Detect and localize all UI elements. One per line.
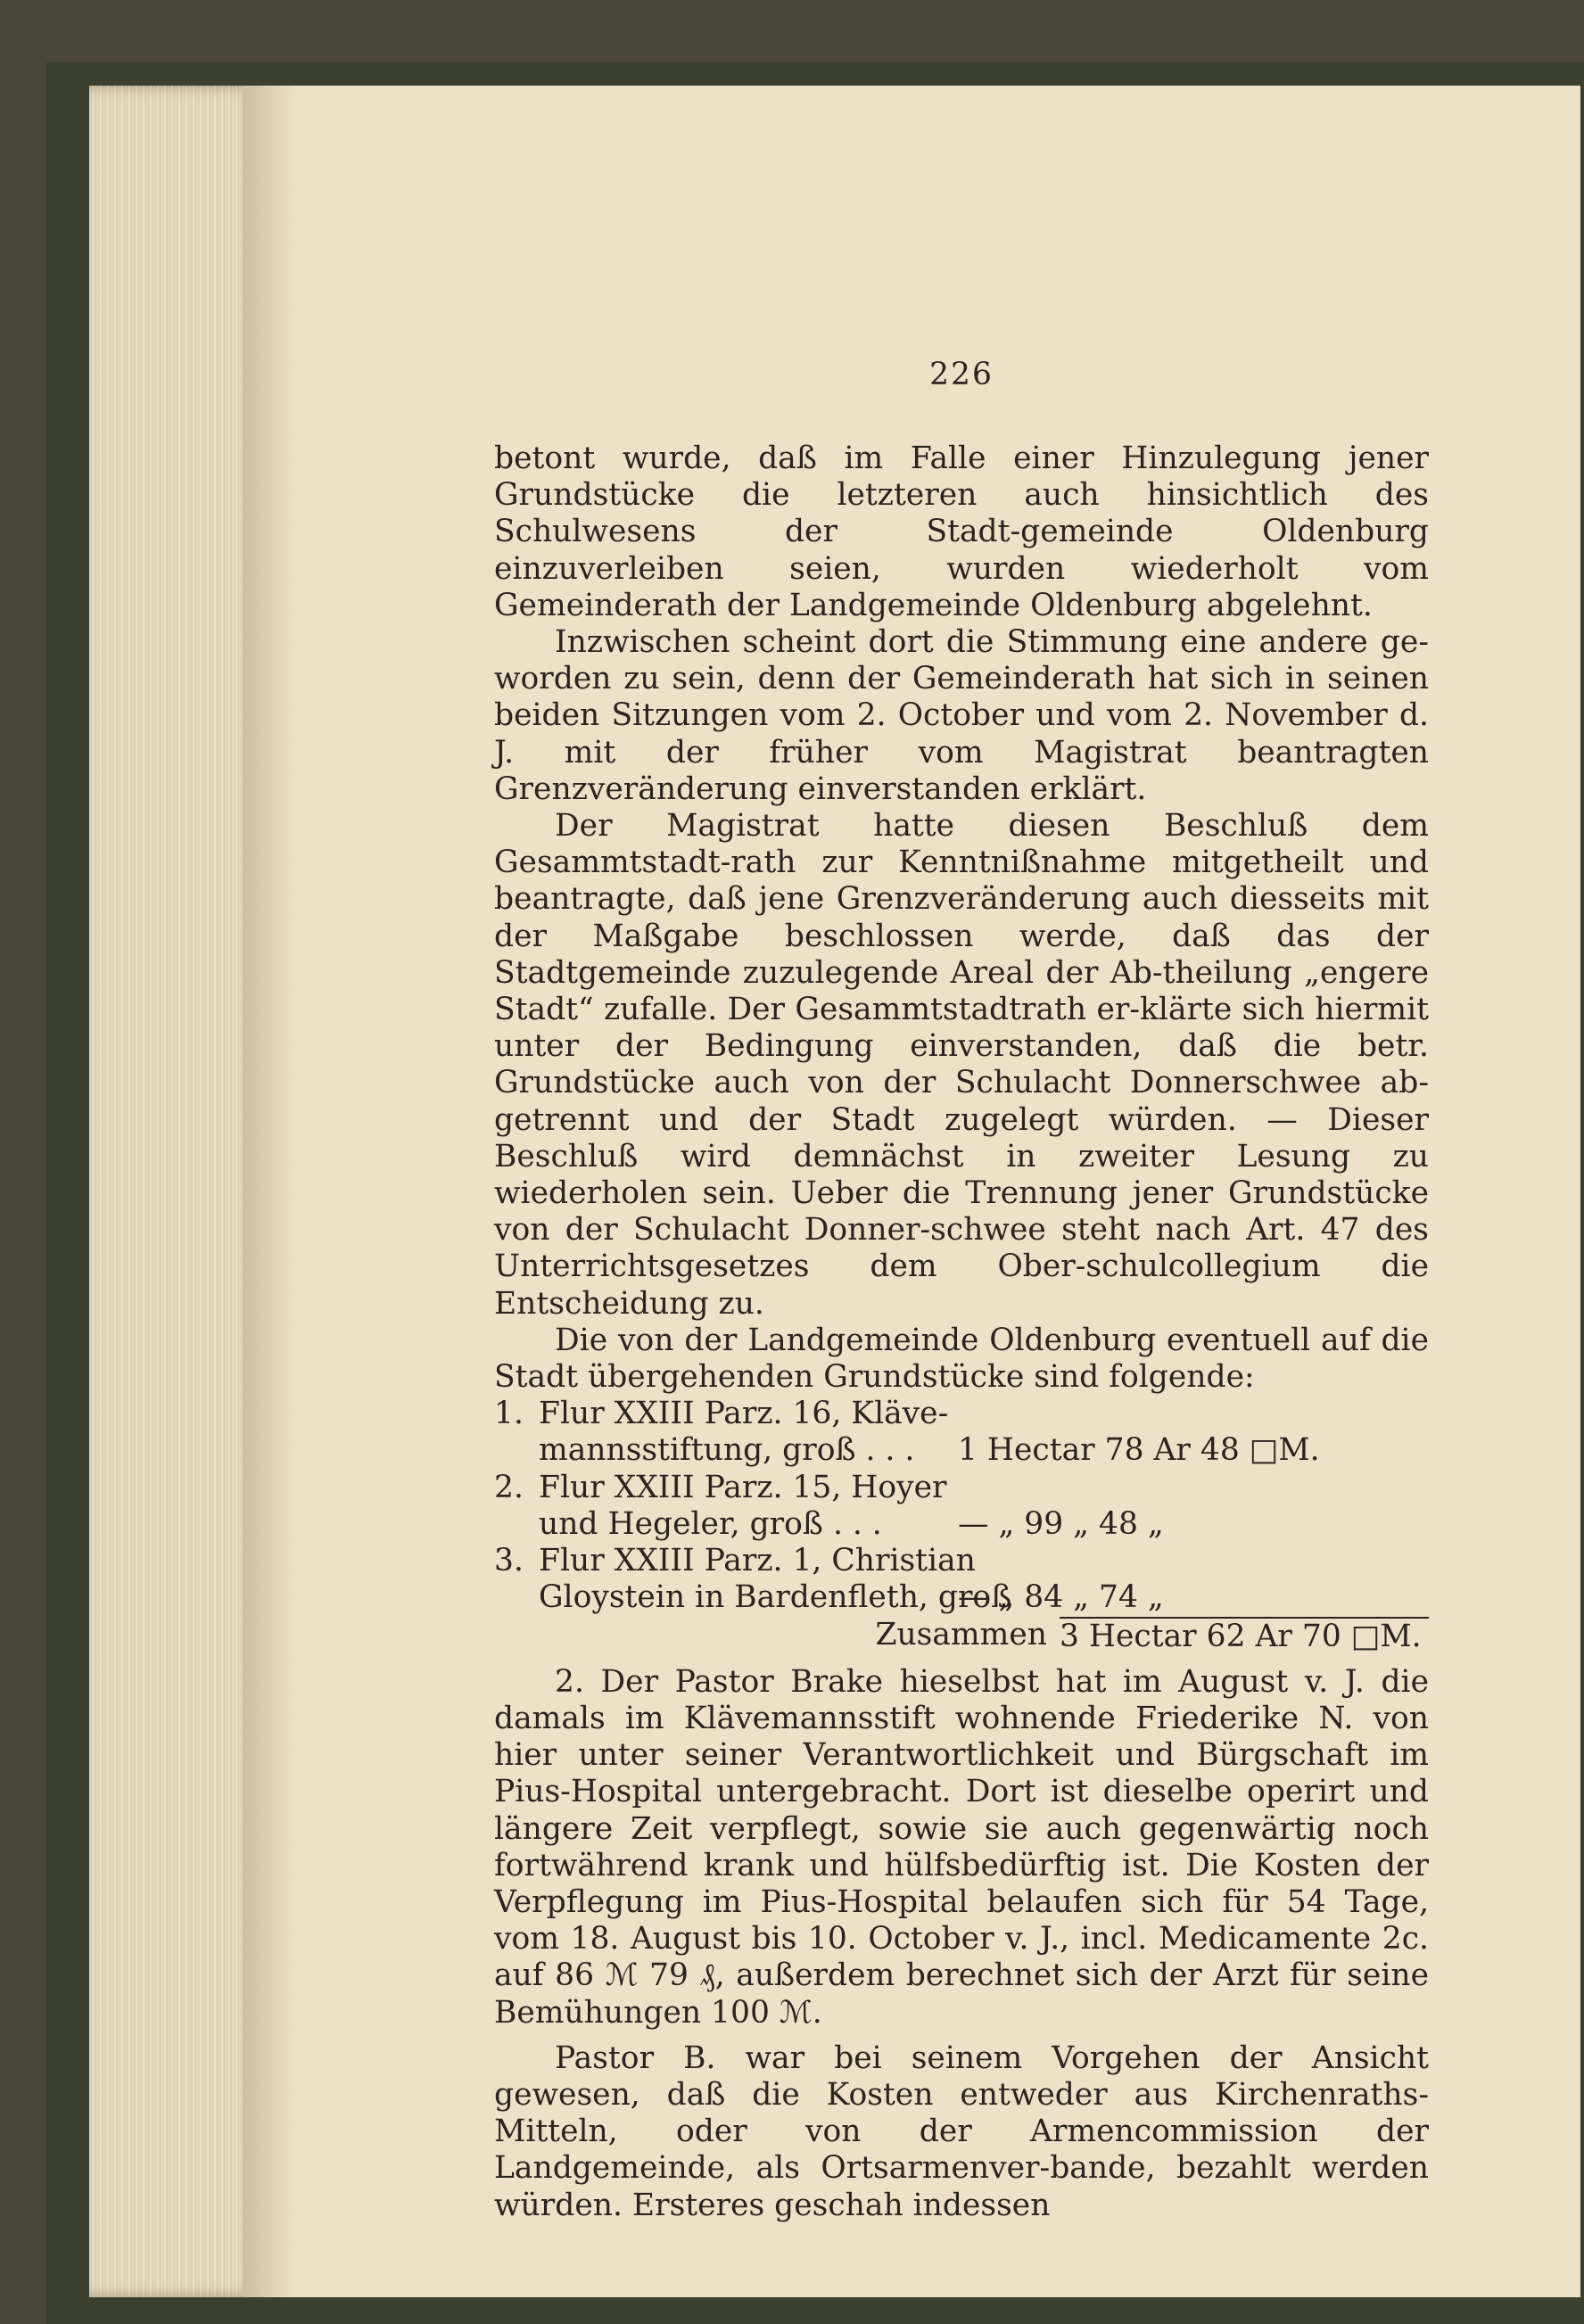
parcel-description: und Hegeler, groß . . .	[539, 1505, 882, 1542]
paragraph-4: Die von der Landgemeinde Oldenburg eventuell auf die Stadt übergehenden Grundstücke sind folgende:	[494, 1322, 1429, 1396]
parcel-number: 1.	[494, 1396, 524, 1432]
parcel-area: 1 Hectar 78 Ar 48 □M.	[958, 1432, 1320, 1469]
paragraph-5: 2. Der Pastor Brake hieselbst hat im August v. J. die damals im Klävemannsstift wohnende Friederike N. von hier unter seiner Verantwortlichkeit und Bürgschaft im Pius-Hospital untergebracht. Dort ist dieselbe operirt und längere Zeit verpflegt, sowie sie auch gegenwärtig noch fortwährend krank und hülfsbedürftig ist. Die Kosten der Verpflegung im Pius-Hospital belaufen sich für 54 Tage, vom 18. August bis 10. October v. J., incl. Medicamente 2c. auf 86 ℳ 79 ₰, außerdem berechnet sich der Arzt für seine Bemühungen 100 ℳ.	[494, 1663, 1429, 2031]
total-label: Zusammen	[875, 1616, 1047, 1652]
page-paper	[243, 86, 1580, 2297]
paragraph-6: Pastor B. war bei seinem Vorgehen der Ansicht gewesen, daß die Kosten entweder aus Kirchenraths-Mitteln, oder von der Armencommission der Landgemeinde, als Ortsarmenver-bande, bezahlt werden würden. Ersteres geschah indessen	[494, 2040, 1429, 2223]
paragraph-3: Der Magistrat hatte diesen Beschluß dem Gesammtstadt-rath zur Kenntnißnahme mitgetheilt und beantragte, daß jene Grenzveränderung auch diesseits mit der Maßgabe beschlossen werde, daß das der Stadtgemeinde zuzulegende Areal der Ab-theilung „engere Stadt“ zufalle. Der Gesammtstadtrath er-klärte sich hiermit unter der Bedingung einverstanden, daß die betr. Grundstücke auch von der Schulacht Donnerschwee ab-getrennt und der Stadt zugelegt würden. — Dieser Beschluß wird demnächst in zweiter Lesung zu wiederholen sein. Ueber die Trennung jener Grundstücke von der Schulacht Donner-schwee steht nach Art. 47 des Unterrichtsgesetzes dem Ober-schulcollegium die Entscheidung zu.	[494, 808, 1429, 1322]
parcel-description: Flur XXIII Parz. 1, Christian	[539, 1543, 976, 1579]
parcel-description: Flur XXIII Parz. 15, Hoyer	[539, 1469, 947, 1505]
paragraph-2: Inzwischen scheint dort die Stimmung eine andere ge-worden zu sein, denn der Gemeinderath hat sich in seinen beiden Sitzungen vom 2. October und vom 2. November d. J. mit der früher vom Magistrat beantragten Grenzveränderung einverstanden erklärt.	[494, 624, 1429, 807]
parcel-total	[494, 1617, 1429, 1655]
parcel-item-1	[494, 1396, 1429, 1469]
parcel-description: Gloystein in Bardenfleth, groß	[539, 1579, 1012, 1616]
page-number: 226	[929, 357, 994, 392]
parcel-number: 2.	[494, 1469, 524, 1505]
parcel-area: — „ 84 „ 74 „	[958, 1579, 1164, 1616]
parcel-list	[494, 1396, 1429, 1654]
parcel-item-2	[494, 1470, 1429, 1543]
parcel-area: — „ 99 „ 48 „	[958, 1505, 1164, 1542]
parcel-description: Flur XXIII Parz. 16, Kläve-	[539, 1396, 949, 1432]
parcel-number: 3.	[494, 1543, 524, 1579]
paragraph-1: betont wurde, daß im Falle einer Hinzulegung jener Grundstücke die letzteren auch hinsichtlich des Schulwesens der Stadt-gemeinde Oldenburg einzuverleiben seien, wurden wiederholt vom Gemeinderath der Landgemeinde Oldenburg abgelehnt.	[494, 441, 1429, 623]
total-area: 3 Hectar 62 Ar 70 □M.	[1060, 1617, 1429, 1655]
parcel-item-3	[494, 1543, 1429, 1616]
text-block	[494, 357, 1429, 2224]
parcel-description: mannsstiftung, groß . . .	[539, 1432, 915, 1469]
